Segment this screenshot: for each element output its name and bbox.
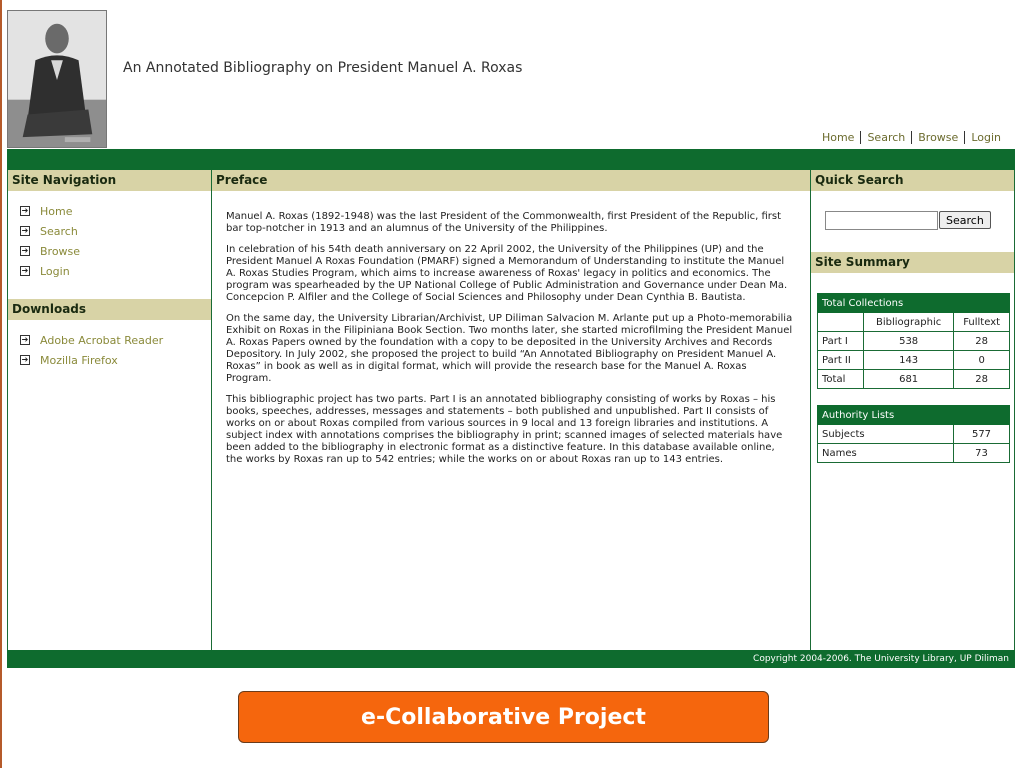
table-header-cell: Bibliographic [864,313,954,332]
site-navigation-list [8,191,211,291]
quick-search-form [811,191,1014,252]
site-nav-item-search [20,221,211,241]
preface-paragraph: On the same day, the University Librarian/Archivist, UP Diliman Salvacion M. Arlante put up a Photo-memorabilia Exhibit on Roxas in the Filipiniana Book Section. Two months later, she started microfilming the President Manuel A. Roxas Papers owned by the foundation with a copy to be deposited in the University Archives and Records Depository. In July 2002, she proposed the project to build “An Annotated Bibliography on President Manuel A. Roxas” in book as well as in digital format, which will provide the research base for the Manuel A. Roxas Program. [226,313,793,384]
table-row [818,425,1010,444]
download-link-firefox[interactable]: Mozilla Firefox [40,353,118,367]
page-header [7,8,1015,148]
top-nav-login[interactable]: Login [964,131,1007,144]
site-nav-link-search[interactable]: Search [40,224,78,238]
preface-paragraph: This bibliographic project has two parts. Part I is an annotated bibliography consisting of works by Roxas – his books, speeches, addresses, messages and statements – both published and unpublished. Part II consists of works on or about Roxas compiled from various sources in 9 local and 13 foreign libraries and institutions. A subject index with annotations comprises the bibliography in print; scanned images of selected materials have been added to the bibliography in electronic format as a distinctive feature. In this database available online, the works by Roxas ran up to 542 entries; while the works on or about Roxas ran up to 143 entries. [226,394,783,465]
table-cell: 28 [954,370,1010,389]
site-nav-item-login [20,261,211,281]
e-collaborative-project-banner: e-Collaborative Project [238,691,769,743]
preface-column [212,170,811,650]
authority-lists-table [817,405,1010,463]
downloads-list [8,320,211,380]
table-header-cell: Fulltext [954,313,1010,332]
table-row [818,370,1010,389]
arrow-right-icon: ➔ [21,335,29,344]
arrow-right-icon: ➔ [21,226,29,235]
top-nav-search[interactable]: Search [860,131,911,144]
site-nav-link-browse[interactable]: Browse [40,244,81,258]
arrow-right-icon: ➔ [21,246,29,255]
header-green-bar [7,149,1015,170]
arrow-right-icon: ➔ [21,355,29,364]
downloads-heading: Downloads [8,299,211,320]
top-nav-home[interactable]: Home [821,131,855,144]
preface-heading: Preface [212,170,810,191]
download-link-acrobat[interactable]: Adobe Acrobat Reader [40,333,164,347]
table-cell: 28 [954,332,1010,351]
table-cell: Part II [818,351,864,370]
left-edge-rule [0,0,2,768]
arrow-right-icon: ➔ [21,206,29,215]
table-cell: Subjects [818,425,954,444]
table-cell: 143 [864,351,954,370]
right-column [811,170,1014,650]
table-cell: Part I [818,332,864,351]
preface-paragraph: Manuel A. Roxas (1892-1948) was the last President of the Commonwealth, first President of the Republic, first bar top-notcher in 1913 and an alumnus of the University of the Philippines. [226,211,782,234]
site-nav-item-browse [20,241,211,261]
download-item-firefox [20,350,211,370]
table-cell: 0 [954,351,1010,370]
table-header-row [818,313,1010,332]
preface-body [212,191,810,466]
download-item-acrobat [20,330,211,350]
roxas-portrait [7,10,107,148]
site-navigation-heading: Site Navigation [8,170,211,191]
quick-search-button[interactable]: Search [939,211,991,229]
site-nav-link-login[interactable]: Login [40,264,70,278]
total-collections-title: Total Collections [818,294,1010,313]
table-row [818,444,1010,463]
table-cell: Total [818,370,864,389]
table-row [818,351,1010,370]
table-cell: Names [818,444,954,463]
preface-paragraph: In celebration of his 54th death anniversary on 22 April 2002, the University of the Philippines (UP) and the President Manuel A Roxas Foundation (PMARF) signed a Memorandum of Understanding to institute the Manuel A. Roxas Studies Program, which aims to increase awareness of Roxas' legacy in politics and economics. The program was spearheaded by the UP National College of Public Administration and Governance under Dean Ma. Concepcion P. Alfiler and the College of Social Sciences and Philosophy under Dean Cynthia B. Bautista. [226,244,788,303]
site-summary-heading: Site Summary [811,252,1014,273]
table-header-cell [818,313,864,332]
table-cell: 73 [954,444,1010,463]
site-title: An Annotated Bibliography on President Manuel A. Roxas [123,60,523,76]
top-nav-browse[interactable]: Browse [911,131,964,144]
table-row [818,332,1010,351]
site-nav-link-home[interactable]: Home [40,204,73,218]
site-nav-item-home [20,201,211,221]
table-cell: 538 [864,332,954,351]
authority-lists-title: Authority Lists [818,406,1010,425]
top-navigation [816,131,1007,144]
content-frame [7,170,1015,650]
arrow-right-icon: ➔ [21,266,29,275]
table-cell: 577 [954,425,1010,444]
quick-search-input[interactable] [825,211,938,230]
table-cell: 681 [864,370,954,389]
left-column [8,170,212,650]
quick-search-heading: Quick Search [811,170,1014,191]
total-collections-table [817,293,1010,389]
footer-copyright: Copyright 2004-2006. The University Library, UP Diliman [7,650,1015,668]
